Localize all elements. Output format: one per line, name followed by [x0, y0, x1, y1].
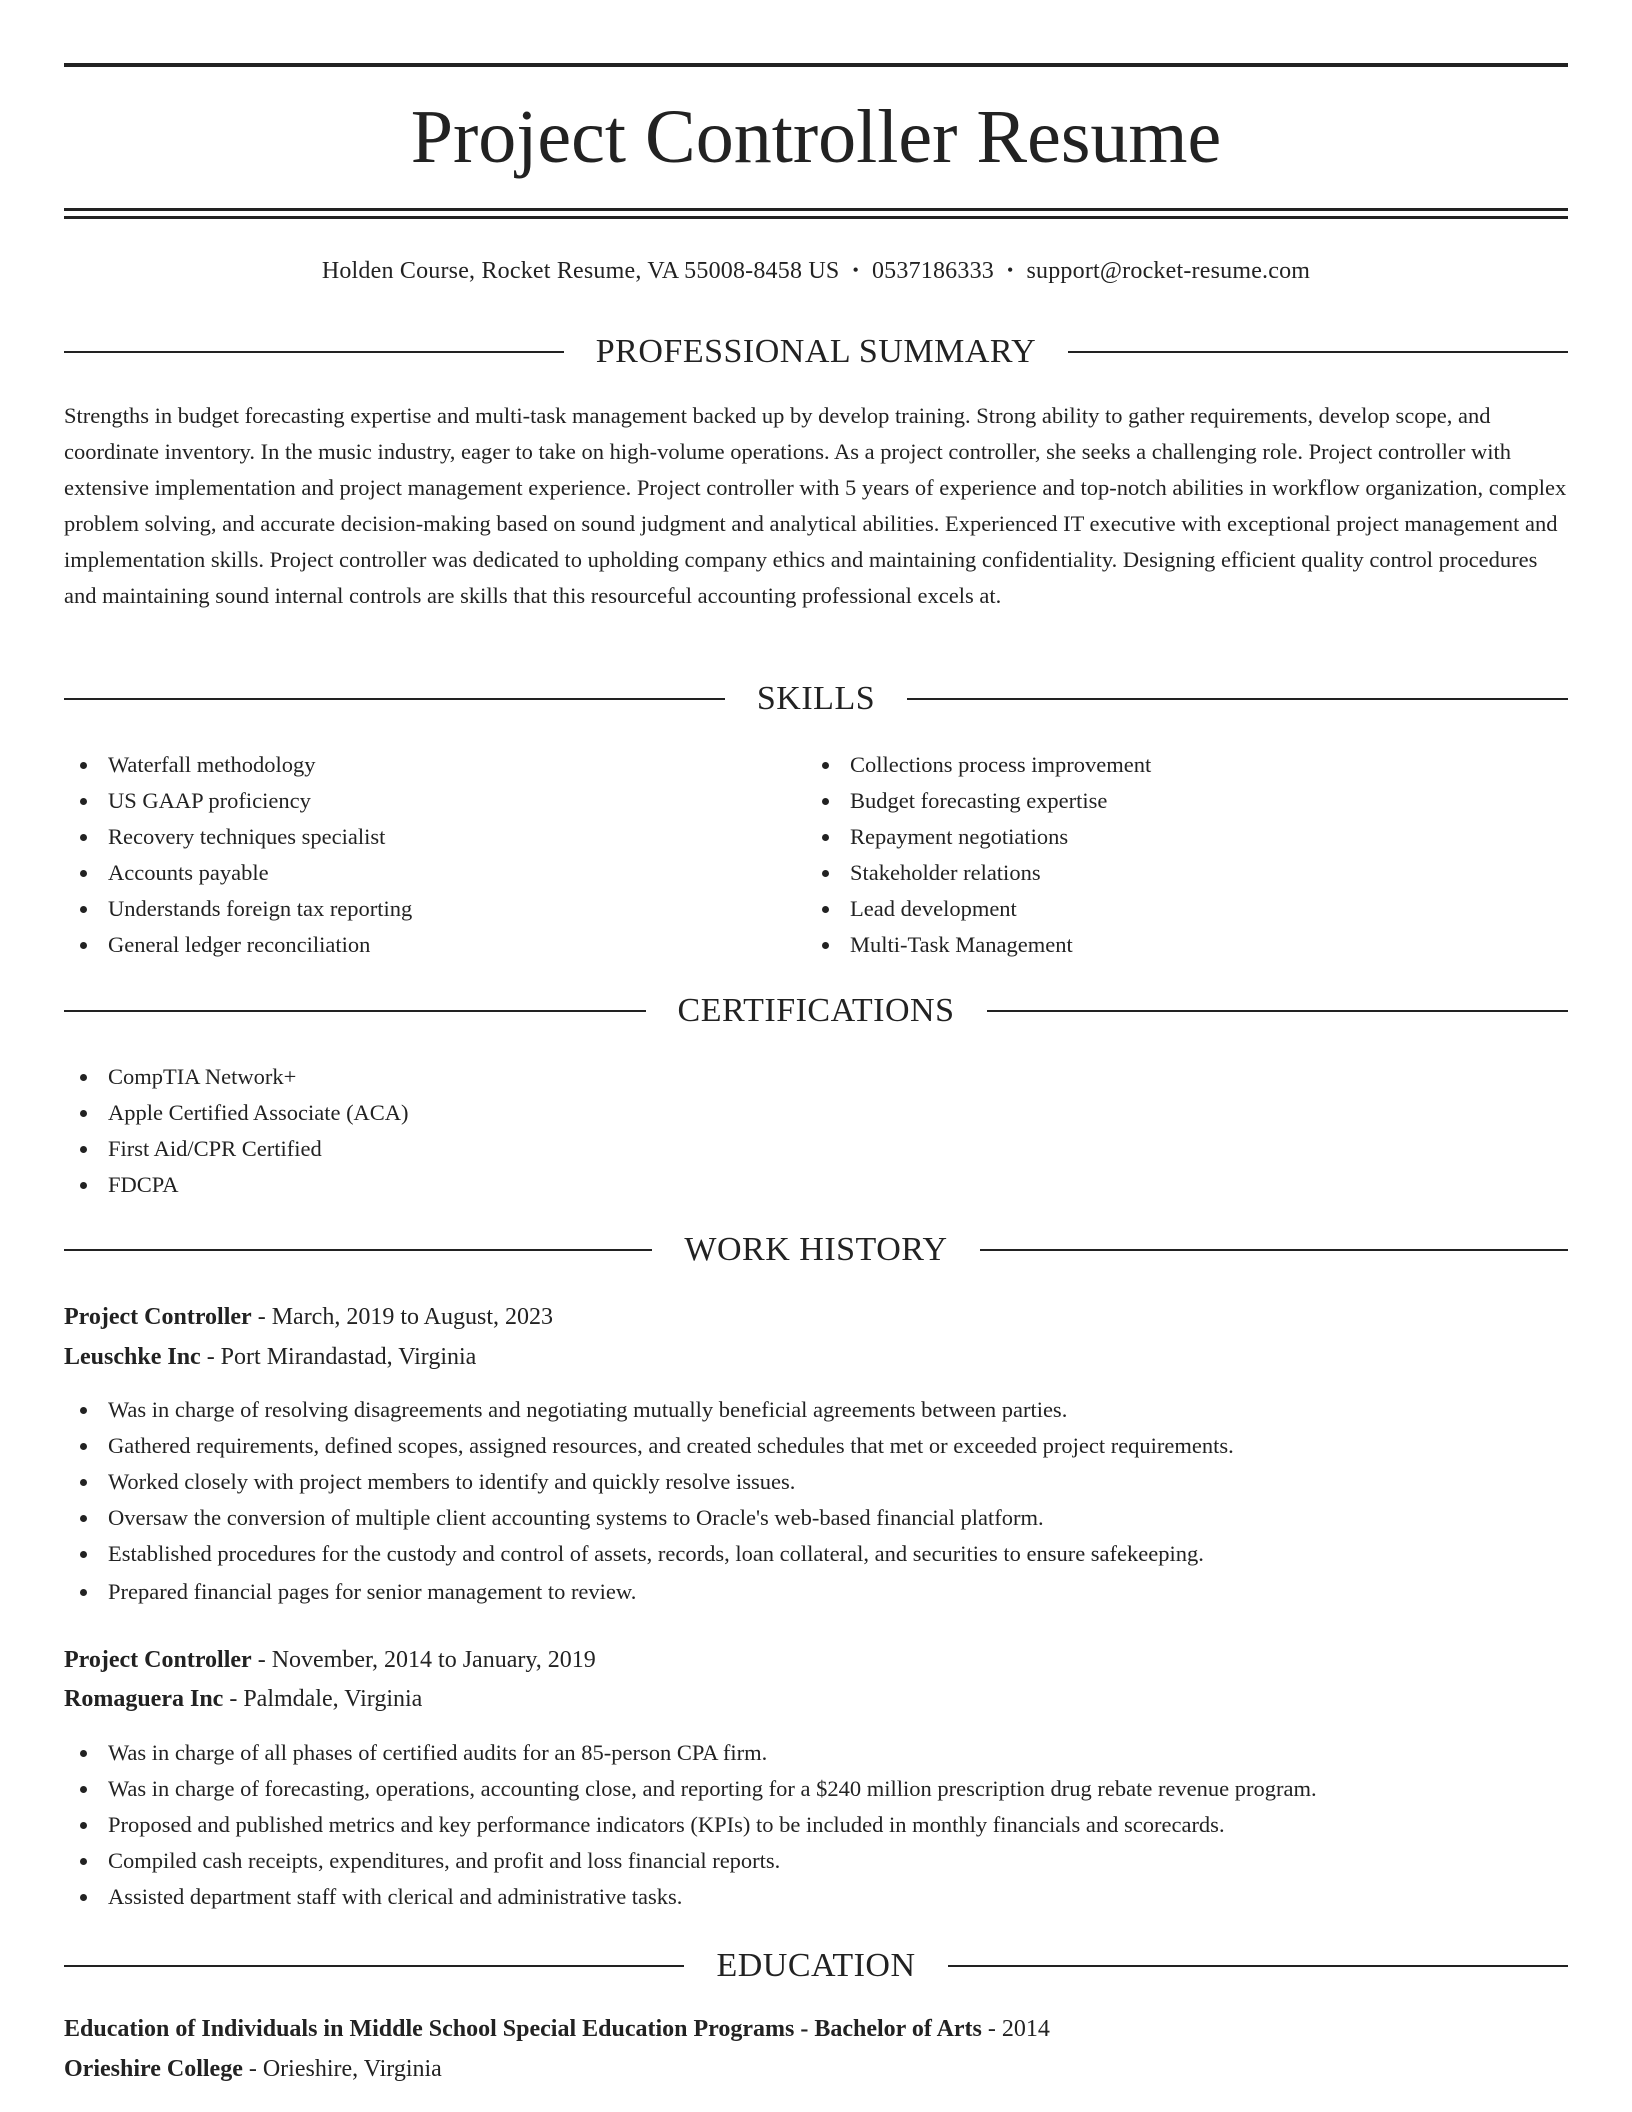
summary-text: Strengths in budget forecasting expertise and multi-task management backed up by develop training. Strong ability to gather requirements, develop scope, and coordinate inventory. In the music industry, eager to take on high-volume operations. As a project controller, she seeks a challenging role. Project controller with extensive implementation and project management experience. Project controller with 5 years of experience and top-notch abilities in workflow organization, complex problem solving, and accurate decision-making based on sound judgment and analytical abilities. Experienced IT executive with exceptional project management and implementation skills. Project controller was dedicated to upholding company ethics and maintaining confidentiality. Designing efficient quality control procedures and maintaining sound internal controls are skills that this resourceful accounting professional excels at. [64, 403, 1567, 608]
job-dates: - March, 2019 to August, 2023 [251, 1304, 554, 1330]
education-year: - 2014 [981, 2016, 1050, 2042]
job-bullet: Oversaw the conversion of multiple client accounting systems to Oracle's web-based financial platform. [64, 1500, 1234, 1536]
heading-rule [64, 1965, 684, 1967]
job-bullet: Was in charge of all phases of certified audits for an 85-person CPA firm. [64, 1735, 1317, 1771]
certification-item: First Aid/CPR Certified [64, 1131, 409, 1167]
section-title: CERTIFICATIONS [677, 992, 955, 1029]
skill-item: Multi-Task Management [806, 927, 1151, 963]
certifications-list [64, 1059, 409, 1203]
resume-title: Project Controller Resume [410, 95, 1222, 179]
job-title: Project Controller [64, 1647, 252, 1673]
job-title-line [64, 1641, 596, 1679]
skill-item: Waterfall methodology [64, 747, 412, 783]
section-heading-certifications [64, 989, 1568, 1033]
section-title: SKILLS [756, 680, 876, 717]
education-school-line [64, 2050, 442, 2088]
job-bullet: Worked closely with project members to identify and quickly resolve issues. [64, 1464, 1234, 1500]
skill-item: Collections process improvement [806, 747, 1151, 783]
job-company-line [64, 1680, 422, 1718]
heading-rule [64, 1010, 646, 1012]
job-bullet: Gathered requirements, defined scopes, assigned resources, and created schedules that met or exceeded project requirements. [64, 1428, 1234, 1464]
job-bullet: Proposed and published metrics and key performance indicators (KPIs) to be included in monthly financials and scorecards. [64, 1807, 1317, 1843]
skill-item: General ledger reconciliation [64, 927, 412, 963]
skill-item: Accounts payable [64, 855, 412, 891]
job-bullet: Prepared financial pages for senior management to review. [64, 1574, 1234, 1610]
skill-item: Recovery techniques specialist [64, 819, 412, 855]
contact-separator: • [852, 260, 859, 280]
skills-list-left [64, 747, 412, 963]
job-dates: - November, 2014 to January, 2019 [251, 1647, 596, 1673]
section-title: WORK HISTORY [684, 1231, 948, 1268]
contact-email[interactable]: support@rocket-resume.com [1026, 258, 1311, 284]
section-title: PROFESSIONAL SUMMARY [595, 333, 1037, 370]
heading-rule [907, 698, 1568, 700]
title-rule-upper [64, 208, 1568, 211]
certification-item: Apple Certified Associate (ACA) [64, 1095, 409, 1131]
contact-line [64, 252, 1568, 289]
job-bullets [64, 1392, 1234, 1610]
job-bullets [64, 1735, 1317, 1915]
skill-item: Understands foreign tax reporting [64, 891, 412, 927]
job-company: Leuschke Inc [64, 1344, 201, 1370]
section-heading-education [64, 1944, 1568, 1988]
education-degree-line [64, 2010, 1050, 2048]
skill-item: Repayment negotiations [806, 819, 1151, 855]
job-location: - Port Mirandastad, Virginia [200, 1344, 477, 1370]
job-bullet: Was in charge of forecasting, operations, accounting close, and reporting for a $240 million prescription drug rebate revenue program. [64, 1771, 1317, 1807]
heading-rule [1068, 351, 1568, 353]
job-bullet: Was in charge of resolving disagreements and negotiating mutually beneficial agreements between parties. [64, 1392, 1234, 1428]
heading-rule [980, 1249, 1568, 1251]
job-company: Romaguera Inc [64, 1686, 224, 1712]
education-degree: Education of Individuals in Middle School Special Education Programs - Bachelor of Arts [64, 2016, 982, 2042]
section-title: EDUCATION [716, 1947, 916, 1984]
job-company-line [64, 1338, 476, 1376]
section-heading-work-history [64, 1228, 1568, 1272]
skill-item: Stakeholder relations [806, 855, 1151, 891]
education-location: - Orieshire, Virginia [242, 2056, 442, 2082]
job-title: Project Controller [64, 1304, 252, 1330]
section-heading-summary [64, 330, 1568, 374]
heading-rule [64, 351, 564, 353]
certification-item: CompTIA Network+ [64, 1059, 409, 1095]
section-heading-skills [64, 677, 1568, 721]
contact-phone: 0537186333 [871, 258, 994, 284]
job-bullet: Established procedures for the custody and control of assets, records, loan collateral, and securities to ensure safekeeping. [64, 1536, 1234, 1572]
skill-item: Budget forecasting expertise [806, 783, 1151, 819]
job-location: - Palmdale, Virginia [223, 1686, 423, 1712]
heading-rule [987, 1010, 1569, 1012]
contact-separator: • [1006, 260, 1014, 280]
title-rule-lower [64, 216, 1568, 219]
job-bullet: Assisted department staff with clerical and administrative tasks. [64, 1879, 1317, 1915]
heading-rule [948, 1965, 1568, 1967]
certification-item: FDCPA [64, 1167, 409, 1203]
skills-list-right [806, 747, 1151, 963]
heading-rule [64, 1249, 652, 1251]
contact-address: Holden Course, Rocket Resume, VA 55008-8458 US [321, 258, 840, 284]
heading-rule [64, 698, 725, 700]
education-school: Orieshire College [64, 2056, 243, 2082]
skill-item: Lead development [806, 891, 1151, 927]
job-title-line [64, 1298, 553, 1336]
job-bullet: Compiled cash receipts, expenditures, and profit and loss financial reports. [64, 1843, 1317, 1879]
top-rule [64, 63, 1568, 67]
skill-item: US GAAP proficiency [64, 783, 412, 819]
